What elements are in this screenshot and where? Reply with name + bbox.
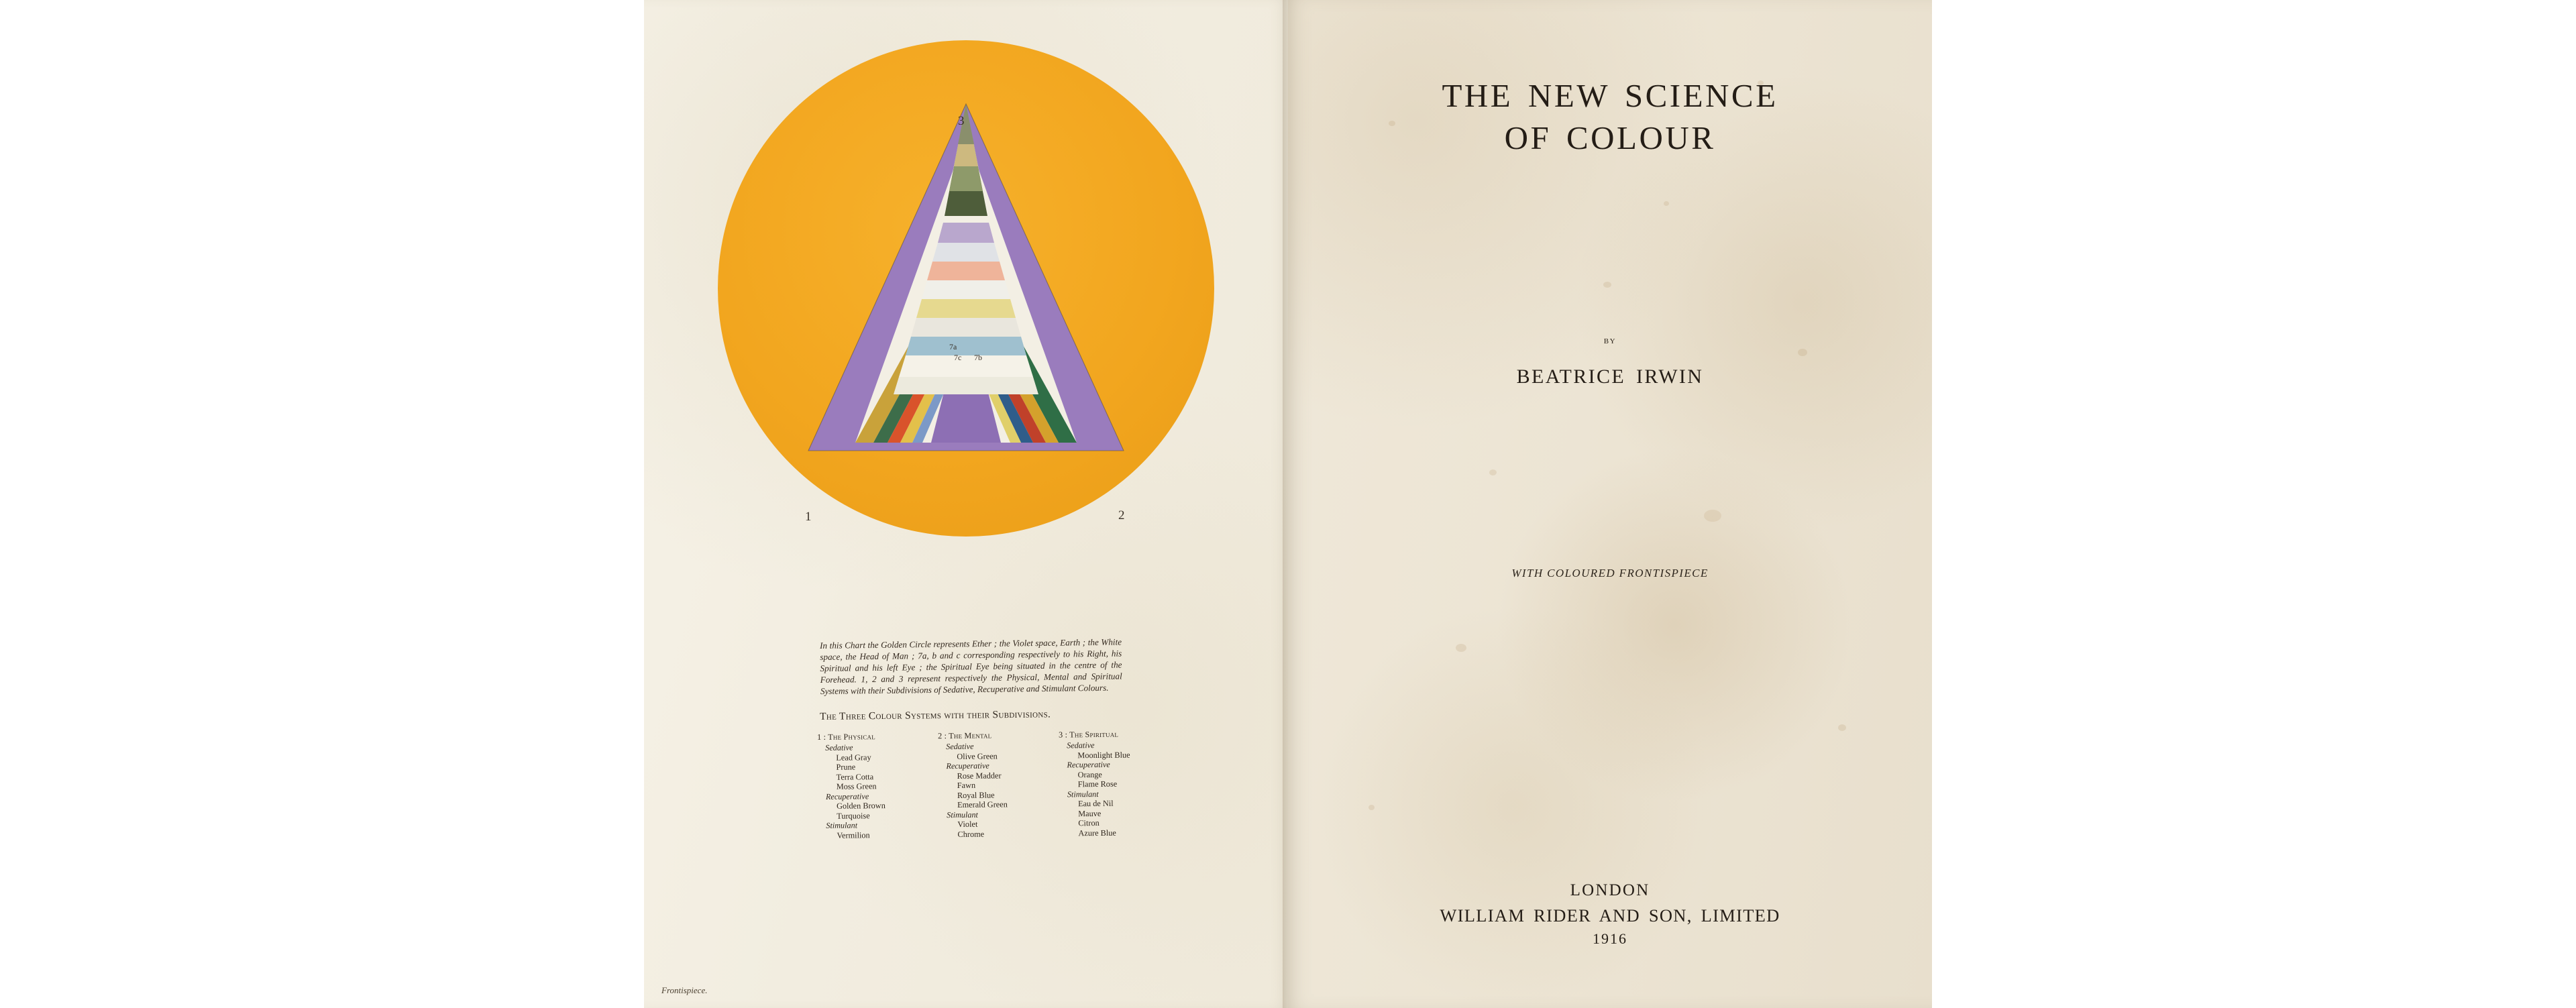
colour-item: Moss Green bbox=[836, 781, 877, 792]
colour-item: Moonlight Blue bbox=[1077, 750, 1130, 761]
group-heading: Stimulant bbox=[826, 820, 858, 831]
group-heading: Recuperative bbox=[1067, 760, 1110, 770]
colour-chart bbox=[644, 13, 1288, 604]
colour-item: Eau de Nil bbox=[1077, 798, 1114, 809]
foxing-spot bbox=[1664, 201, 1669, 206]
foxing-spot bbox=[1704, 510, 1721, 522]
plate-mark: Frontispiece. bbox=[661, 985, 708, 995]
group-heading: Recuperative bbox=[825, 791, 869, 801]
column-heading: 2 : The Mental bbox=[937, 730, 992, 741]
imprint-publisher: WILLIAM RIDER AND SON, LIMITED bbox=[1440, 905, 1780, 926]
chart-label-eye-c: 7c bbox=[954, 353, 962, 362]
author-name: BEATRICE IRWIN bbox=[1516, 366, 1704, 388]
chart-label-bottom-right: 2 bbox=[1118, 508, 1125, 522]
imprint-city: LONDON bbox=[1570, 881, 1650, 899]
systems-heading: The Three Colour Systems with their Subdivisions. bbox=[820, 708, 1051, 722]
book-title bbox=[1288, 75, 1932, 159]
chart-label-top: 3 bbox=[958, 114, 965, 128]
group-heading: Stimulant bbox=[1067, 789, 1099, 799]
group-heading: Sedative bbox=[1067, 740, 1095, 750]
group-heading: Stimulant bbox=[947, 809, 978, 820]
colour-item: Golden Brown bbox=[836, 801, 885, 811]
colour-item: Royal Blue bbox=[957, 790, 995, 800]
frontispiece-page bbox=[644, 0, 1288, 1008]
chart-label-eye-b: 7b bbox=[974, 353, 982, 362]
colour-item: Azure Blue bbox=[1078, 828, 1116, 838]
colour-item: Terra Cotta bbox=[836, 771, 874, 782]
colour-item: Vermilion bbox=[837, 830, 870, 840]
foxing-spot bbox=[1798, 349, 1807, 356]
foxing-spot bbox=[1838, 724, 1846, 731]
chart-caption: In this Chart the Golden Circle represents Ether ; the Violet space, Earth ; the White space, the Head of Man ; 7a, b and c corresponding respectively to his Right, his Spiritual and his left Eye ; the Spiritual Eye being situated in the centre of the Forehead. 1, 2 and 3 represent respectively the Physical, Mental and Spiritual Systems with their Subdivisions of Sedative, Recuperative and Stimulant Colours. bbox=[820, 636, 1122, 696]
by-label: by bbox=[1603, 335, 1617, 346]
colour-systems-columns bbox=[817, 729, 1174, 840]
title-page bbox=[1288, 0, 1932, 1008]
group-heading: Sedative bbox=[946, 742, 974, 752]
column-mental bbox=[938, 730, 1053, 840]
colour-item: Lead Gray bbox=[836, 752, 871, 763]
imprint-year: 1916 bbox=[1593, 930, 1627, 947]
title-line-1: THE NEW SCIENCE bbox=[1442, 77, 1778, 114]
chart-label-bottom-left: 1 bbox=[805, 510, 812, 524]
colour-item: Citron bbox=[1078, 818, 1099, 828]
column-spiritual bbox=[1059, 729, 1174, 838]
foxing-spot bbox=[1603, 282, 1611, 288]
colour-item: Turquoise bbox=[837, 810, 870, 821]
frontispiece-note: WITH COLOURED FRONTISPIECE bbox=[1511, 567, 1709, 579]
colour-item: Emerald Green bbox=[957, 799, 1008, 810]
colour-item: Olive Green bbox=[957, 751, 998, 761]
title-line-2: OF COLOUR bbox=[1504, 119, 1716, 156]
column-heading: 1 : The Physical bbox=[817, 732, 875, 742]
group-heading: Sedative bbox=[825, 742, 853, 753]
colour-item: Flame Rose bbox=[1077, 779, 1118, 789]
colour-item: Fawn bbox=[957, 780, 976, 791]
foxing-spot bbox=[1368, 805, 1375, 810]
column-physical bbox=[817, 731, 932, 840]
colour-item: Violet bbox=[957, 819, 978, 830]
colour-item: Rose Madder bbox=[957, 771, 1002, 781]
column-heading: 3 : The Spiritual bbox=[1058, 729, 1119, 740]
foxing-spot bbox=[1456, 644, 1466, 652]
colour-item: Chrome bbox=[957, 829, 985, 839]
imprint bbox=[1288, 881, 1932, 948]
chart-figure bbox=[718, 40, 1214, 537]
colour-item: Orange bbox=[1077, 769, 1102, 779]
chart-label-eye-a: 7a bbox=[949, 342, 957, 351]
colour-item: Prune bbox=[836, 762, 856, 773]
colour-item: Mauve bbox=[1078, 808, 1102, 818]
group-heading: Recuperative bbox=[946, 761, 989, 771]
foxing-spot bbox=[1489, 469, 1497, 475]
